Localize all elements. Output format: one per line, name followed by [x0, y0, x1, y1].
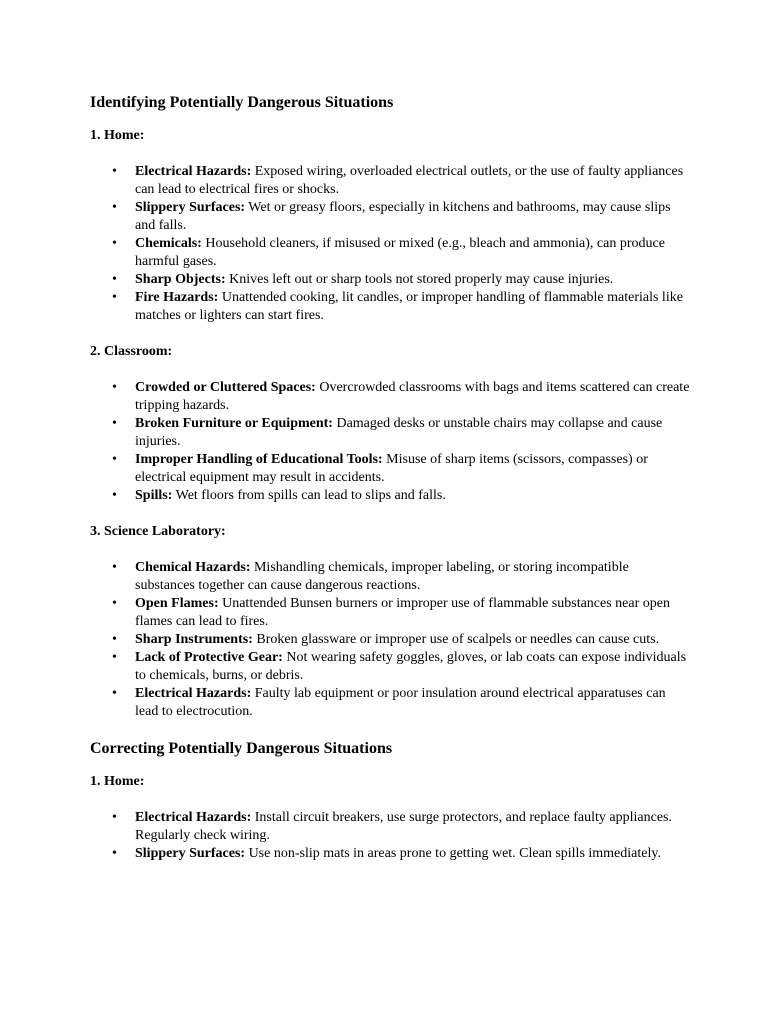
item-term: Electrical Hazards: [135, 164, 252, 179]
item-text: Wet or greasy floors, especially in kitchens and bathrooms, may cause slips and falls. [135, 200, 671, 233]
list-item [90, 379, 690, 415]
item-term: Open Flames: [135, 596, 219, 611]
bullet-icon: • [112, 686, 117, 701]
list-item [90, 487, 690, 505]
item-term: Slippery Surfaces: [135, 200, 246, 215]
item-text: Unattended cooking, lit candles, or improper handling of flammable materials like matches or lighters can start fires. [135, 290, 683, 323]
item-term: Spills: [135, 488, 173, 503]
list-item [90, 559, 690, 595]
item-term: Sharp Objects: [135, 272, 226, 287]
bullet-icon: • [112, 632, 117, 647]
bullet-icon: • [112, 560, 117, 575]
item-text: Use non-slip mats in areas prone to getting wet. Clean spills immediately. [245, 846, 661, 861]
bullet-list [90, 809, 690, 863]
list-item [90, 809, 690, 845]
item-term: Broken Furniture or Equipment: [135, 416, 333, 431]
item-term: Electrical Hazards: [135, 686, 252, 701]
bullet-icon: • [112, 164, 117, 179]
item-text: Wet floors from spills can lead to slips and falls. [172, 488, 446, 503]
bullet-icon: • [112, 272, 117, 287]
item-text: Damaged desks or unstable chairs may collapse and cause injuries. [135, 416, 663, 449]
item-term: Chemicals: [135, 236, 202, 251]
item-term: Crowded or Cluttered Spaces: [135, 380, 316, 395]
bullet-icon: • [112, 846, 117, 861]
item-term: Slippery Surfaces: [135, 846, 246, 861]
group-heading: 1. Home: [90, 128, 145, 143]
group-home [90, 127, 690, 325]
item-text: Mishandling chemicals, improper labeling, or storing incompatible substances together can cause dangerous reactions. [135, 560, 629, 593]
bullet-icon: • [112, 380, 117, 395]
item-text: Overcrowded classrooms with bags and items scattered can create tripping hazards. [135, 380, 690, 413]
bullet-icon: • [112, 290, 117, 305]
bullet-icon: • [112, 416, 117, 431]
bullet-icon: • [112, 810, 117, 825]
bullet-list [90, 379, 690, 505]
group-science-lab [90, 523, 690, 721]
item-text: Misuse of sharp items (scissors, compasses) or electrical equipment may result in accidents. [135, 452, 648, 485]
group-home [90, 773, 690, 863]
list-item [90, 271, 690, 289]
section-heading-identifying: Identifying Potentially Dangerous Situations [90, 94, 394, 111]
bullet-icon: • [112, 650, 117, 665]
bullet-icon: • [112, 236, 117, 251]
document-page [90, 93, 690, 881]
item-text: Exposed wiring, overloaded electrical outlets, or the use of faulty appliances can lead to electrical fires or shocks. [135, 164, 684, 197]
item-text: Faulty lab equipment or poor insulation around electrical apparatuses can lead to electrocution. [135, 686, 666, 719]
list-item [90, 595, 690, 631]
bullet-icon: • [112, 596, 117, 611]
list-item [90, 845, 690, 863]
item-text: Household cleaners, if misused or mixed (e.g., bleach and ammonia), can produce harmful gases. [135, 236, 665, 269]
item-term: Improper Handling of Educational Tools: [135, 452, 383, 467]
list-item [90, 415, 690, 451]
list-item [90, 199, 690, 235]
item-term: Sharp Instruments: [135, 632, 253, 647]
bullet-icon: • [112, 452, 117, 467]
item-term: Fire Hazards: [135, 290, 219, 305]
item-text: Install circuit breakers, use surge protectors, and replace faulty appliances. Regularly check wiring. [135, 810, 672, 843]
item-term: Electrical Hazards: [135, 810, 252, 825]
item-text: Broken glassware or improper use of scalpels or needles can cause cuts. [252, 632, 660, 647]
list-item [90, 235, 690, 271]
item-text: Knives left out or sharp tools not stored properly may cause injuries. [225, 272, 614, 287]
item-term: Lack of Protective Gear: [135, 650, 283, 665]
section-heading-correcting: Correcting Potentially Dangerous Situations [90, 740, 393, 757]
item-text: Not wearing safety goggles, gloves, or lab coats can expose individuals to chemicals, burns, or debris. [135, 650, 687, 683]
bullet-icon: • [112, 200, 117, 215]
group-heading: 2. Classroom: [90, 344, 173, 359]
bullet-list [90, 163, 690, 325]
bullet-icon: • [112, 488, 117, 503]
list-item [90, 163, 690, 199]
list-item [90, 649, 690, 685]
group-heading: 3. Science Laboratory: [90, 524, 226, 539]
group-heading: 1. Home: [90, 774, 145, 789]
bullet-list [90, 559, 690, 721]
list-item [90, 451, 690, 487]
item-term: Chemical Hazards: [135, 560, 251, 575]
list-item [90, 631, 690, 649]
list-item [90, 289, 690, 325]
list-item [90, 685, 690, 721]
item-text: Unattended Bunsen burners or improper use of flammable substances near open flames can lead to fires. [135, 596, 670, 629]
group-classroom [90, 343, 690, 505]
